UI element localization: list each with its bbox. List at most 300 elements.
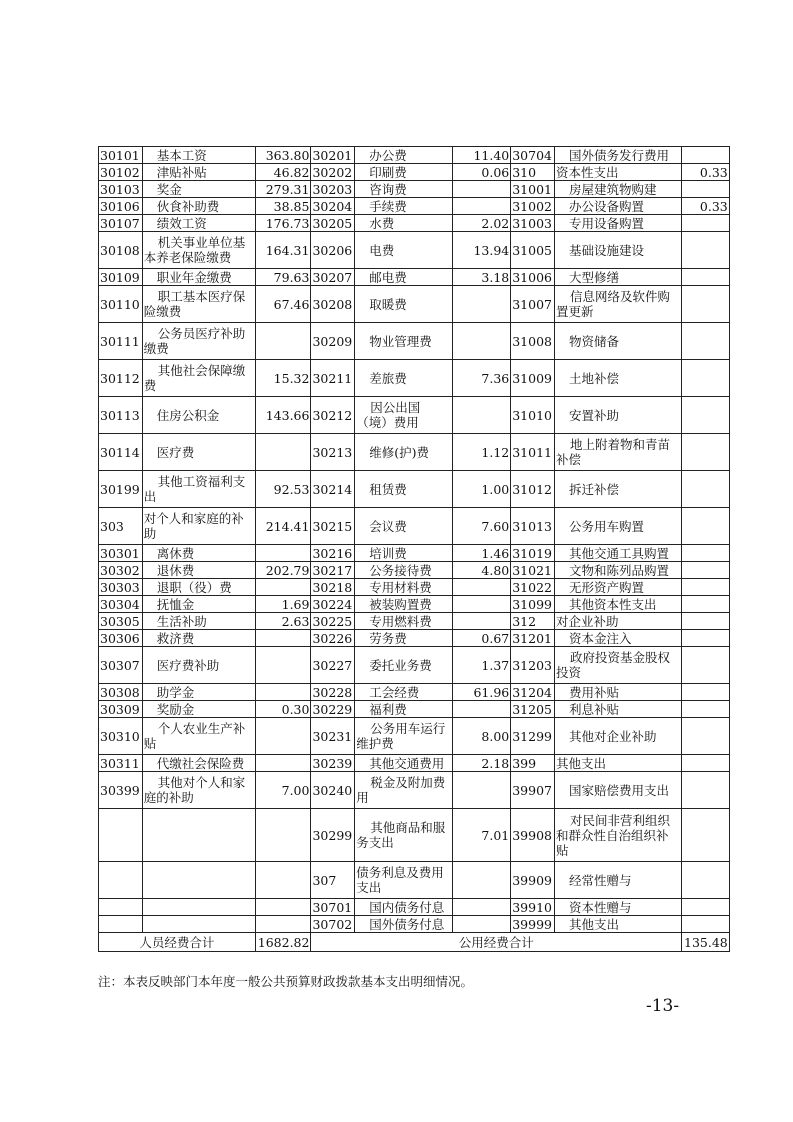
item-code: 30213	[311, 434, 355, 471]
item-code: 30309	[99, 701, 143, 718]
item-code: 30202	[311, 164, 355, 181]
item-code: 30101	[99, 147, 143, 164]
item-name: 维修(护)费	[355, 434, 453, 471]
item-code: 31204	[511, 684, 555, 701]
item-name: 培训费	[355, 545, 453, 562]
item-amount	[682, 718, 730, 755]
item-code: 30103	[99, 181, 143, 198]
item-name: 其他商品和服务支出	[355, 809, 453, 862]
item-code: 31299	[511, 718, 555, 755]
item-name: 邮电费	[355, 269, 453, 286]
item-name: 代缴社会保险费	[142, 755, 255, 772]
item-name: 地上附着物和青苗补偿	[555, 434, 682, 471]
table-row	[99, 397, 730, 434]
table-row	[99, 471, 730, 508]
item-amount	[255, 916, 311, 933]
item-code: 30226	[311, 630, 355, 647]
item-amount: 202.79	[255, 562, 311, 579]
item-name: 其他社会保障缴费	[142, 360, 255, 397]
item-amount: 2.02	[453, 215, 511, 232]
item-code: 30214	[311, 471, 355, 508]
table-row	[99, 323, 730, 360]
page-number: -13-	[646, 996, 680, 1016]
item-code: 31021	[511, 562, 555, 579]
item-amount	[682, 647, 730, 684]
item-code: 30112	[99, 360, 143, 397]
table-row	[99, 198, 730, 215]
item-code: 312	[511, 613, 555, 630]
item-name	[142, 916, 255, 933]
item-code: 31019	[511, 545, 555, 562]
item-amount: 0.33	[682, 198, 730, 215]
table-row	[99, 545, 730, 562]
table-row	[99, 718, 730, 755]
item-code: 30310	[99, 718, 143, 755]
item-code: 39908	[511, 809, 555, 862]
item-amount	[682, 755, 730, 772]
item-amount: 8.00	[453, 718, 511, 755]
item-code: 31201	[511, 630, 555, 647]
item-code: 30229	[311, 701, 355, 718]
item-name: 劳务费	[355, 630, 453, 647]
item-code: 307	[311, 862, 355, 899]
item-code: 30113	[99, 397, 143, 434]
item-code: 30207	[311, 269, 355, 286]
item-name: 福利费	[355, 701, 453, 718]
item-code: 31099	[511, 596, 555, 613]
item-name: 对个人和家庭的补助	[142, 508, 255, 545]
item-name: 退职（役）费	[142, 579, 255, 596]
item-name: 税金及附加费用	[355, 772, 453, 809]
item-amount: 2.63	[255, 613, 311, 630]
item-name: 其他对企业补助	[555, 718, 682, 755]
item-name: 基本工资	[142, 147, 255, 164]
item-code: 31005	[511, 232, 555, 269]
item-name: 租赁费	[355, 471, 453, 508]
table-row	[99, 916, 730, 933]
item-code: 30240	[311, 772, 355, 809]
item-code: 31008	[511, 323, 555, 360]
item-name: 电费	[355, 232, 453, 269]
item-amount: 0.67	[453, 630, 511, 647]
item-name: 债务利息及费用支出	[355, 862, 453, 899]
item-name: 咨询费	[355, 181, 453, 198]
item-code: 30227	[311, 647, 355, 684]
item-amount: 15.32	[255, 360, 311, 397]
item-amount	[255, 545, 311, 562]
item-code: 30108	[99, 232, 143, 269]
item-code: 31003	[511, 215, 555, 232]
table-row	[99, 899, 730, 916]
item-name: 取暖费	[355, 286, 453, 323]
item-name: 其他对个人和家庭的补助	[142, 772, 255, 809]
item-code: 31203	[511, 647, 555, 684]
item-code	[99, 916, 143, 933]
item-amount: 61.96	[453, 684, 511, 701]
item-amount: 79.63	[255, 269, 311, 286]
item-amount: 2.18	[453, 755, 511, 772]
item-name: 国外债务发行费用	[555, 147, 682, 164]
table-body	[99, 147, 730, 933]
item-amount	[453, 613, 511, 630]
item-amount	[682, 862, 730, 899]
item-name: 绩效工资	[142, 215, 255, 232]
public-total-label: 公用经费合计	[311, 933, 682, 952]
item-amount	[682, 630, 730, 647]
item-name: 资本性支出	[555, 164, 682, 181]
item-code: 31001	[511, 181, 555, 198]
item-code	[99, 862, 143, 899]
item-code: 30110	[99, 286, 143, 323]
item-amount	[453, 596, 511, 613]
item-code: 30215	[311, 508, 355, 545]
item-code: 30704	[511, 147, 555, 164]
item-code: 30303	[99, 579, 143, 596]
item-amount	[682, 899, 730, 916]
item-amount	[682, 579, 730, 596]
item-amount: 1.37	[453, 647, 511, 684]
item-code: 30305	[99, 613, 143, 630]
item-amount: 0.30	[255, 701, 311, 718]
item-name: 无形资产购置	[555, 579, 682, 596]
item-amount: 164.31	[255, 232, 311, 269]
table-row	[99, 809, 730, 862]
item-code: 30107	[99, 215, 143, 232]
item-code: 30205	[311, 215, 355, 232]
item-code: 399	[511, 755, 555, 772]
item-code: 31007	[511, 286, 555, 323]
item-name: 物业管理费	[355, 323, 453, 360]
item-amount	[682, 508, 730, 545]
item-name	[142, 899, 255, 916]
item-amount	[453, 397, 511, 434]
item-code: 31022	[511, 579, 555, 596]
item-amount	[255, 579, 311, 596]
item-code: 30308	[99, 684, 143, 701]
item-code: 31011	[511, 434, 555, 471]
item-code	[99, 809, 143, 862]
item-name: 国外债务付息	[355, 916, 453, 933]
item-name: 政府投资基金股权投资	[555, 647, 682, 684]
item-name: 拆迁补偿	[555, 471, 682, 508]
item-name	[142, 862, 255, 899]
item-name: 公务接待费	[355, 562, 453, 579]
item-name: 个人农业生产补贴	[142, 718, 255, 755]
item-code: 31009	[511, 360, 555, 397]
item-amount	[453, 579, 511, 596]
item-amount: 4.80	[453, 562, 511, 579]
item-name: 职工基本医疗保险缴费	[142, 286, 255, 323]
item-name: 办公费	[355, 147, 453, 164]
item-name: 国家赔偿费用支出	[555, 772, 682, 809]
item-name: 专用材料费	[355, 579, 453, 596]
table-row	[99, 630, 730, 647]
item-amount: 214.41	[255, 508, 311, 545]
item-code: 39909	[511, 862, 555, 899]
item-code: 30203	[311, 181, 355, 198]
item-name: 奖励金	[142, 701, 255, 718]
table-row	[99, 684, 730, 701]
item-name: 费用补贴	[555, 684, 682, 701]
item-code: 39999	[511, 916, 555, 933]
table-row	[99, 232, 730, 269]
item-name: 手续费	[355, 198, 453, 215]
table-row	[99, 269, 730, 286]
item-code: 30225	[311, 613, 355, 630]
table-row	[99, 508, 730, 545]
item-code: 30217	[311, 562, 355, 579]
item-amount	[255, 809, 311, 862]
item-code: 30199	[99, 471, 143, 508]
item-amount: 363.80	[255, 147, 311, 164]
item-code: 30206	[311, 232, 355, 269]
table-row	[99, 147, 730, 164]
item-amount: 1.69	[255, 596, 311, 613]
public-total-value: 135.48	[682, 933, 730, 952]
item-code: 30299	[311, 809, 355, 862]
item-code: 310	[511, 164, 555, 181]
item-code: 30231	[311, 718, 355, 755]
item-name: 会议费	[355, 508, 453, 545]
item-code: 30306	[99, 630, 143, 647]
item-amount: 1.00	[453, 471, 511, 508]
item-name: 职业年金缴费	[142, 269, 255, 286]
item-amount: 7.00	[255, 772, 311, 809]
table-row	[99, 701, 730, 718]
item-amount	[453, 916, 511, 933]
item-code	[99, 899, 143, 916]
item-code: 31012	[511, 471, 555, 508]
item-amount: 3.18	[453, 269, 511, 286]
item-name: 公务用车运行维护费	[355, 718, 453, 755]
item-name: 退休费	[142, 562, 255, 579]
item-name: 其他交通工具购置	[555, 545, 682, 562]
item-amount	[453, 862, 511, 899]
item-amount	[682, 397, 730, 434]
item-code: 30111	[99, 323, 143, 360]
item-code: 30102	[99, 164, 143, 181]
table-row	[99, 286, 730, 323]
item-amount	[255, 630, 311, 647]
item-amount	[255, 323, 311, 360]
item-name: 其他支出	[555, 916, 682, 933]
item-name: 公务用车购置	[555, 508, 682, 545]
table-row	[99, 215, 730, 232]
item-name: 委托业务费	[355, 647, 453, 684]
item-name: 工会经费	[355, 684, 453, 701]
item-amount	[255, 718, 311, 755]
item-amount	[682, 684, 730, 701]
item-name: 离休费	[142, 545, 255, 562]
item-code: 31205	[511, 701, 555, 718]
item-name: 专用燃料费	[355, 613, 453, 630]
item-amount: 7.36	[453, 360, 511, 397]
item-amount	[682, 545, 730, 562]
item-name: 其他支出	[555, 755, 682, 772]
item-name: 利息补贴	[555, 701, 682, 718]
item-amount: 1.12	[453, 434, 511, 471]
table-row	[99, 647, 730, 684]
item-name: 对企业补助	[555, 613, 682, 630]
item-name: 安置补助	[555, 397, 682, 434]
item-code: 30224	[311, 596, 355, 613]
item-amount	[255, 899, 311, 916]
item-code: 30228	[311, 684, 355, 701]
item-amount	[682, 562, 730, 579]
item-amount: 92.53	[255, 471, 311, 508]
item-amount	[453, 899, 511, 916]
item-name: 专用设备购置	[555, 215, 682, 232]
item-name: 对民间非营利组织和群众性自治组织补贴	[555, 809, 682, 862]
item-amount: 11.40	[453, 147, 511, 164]
table-row	[99, 613, 730, 630]
item-name: 基础设施建设	[555, 232, 682, 269]
item-amount: 13.94	[453, 232, 511, 269]
item-amount: 46.82	[255, 164, 311, 181]
item-amount	[255, 434, 311, 471]
item-code: 30106	[99, 198, 143, 215]
item-amount	[682, 360, 730, 397]
item-amount	[682, 772, 730, 809]
table-row	[99, 562, 730, 579]
table-row	[99, 755, 730, 772]
item-name: 奖金	[142, 181, 255, 198]
item-amount	[682, 181, 730, 198]
item-amount	[682, 286, 730, 323]
item-amount	[255, 684, 311, 701]
item-amount	[682, 232, 730, 269]
item-code: 31010	[511, 397, 555, 434]
item-amount	[453, 181, 511, 198]
item-name: 住房公积金	[142, 397, 255, 434]
item-amount	[682, 471, 730, 508]
item-code: 30211	[311, 360, 355, 397]
item-name: 救济费	[142, 630, 255, 647]
item-name: 大型修缮	[555, 269, 682, 286]
item-amount: 279.31	[255, 181, 311, 198]
personnel-total-value: 1682.82	[255, 933, 311, 952]
item-name: 资本性赠与	[555, 899, 682, 916]
item-amount	[682, 613, 730, 630]
item-code: 30399	[99, 772, 143, 809]
item-code: 39907	[511, 772, 555, 809]
item-name: 土地补偿	[555, 360, 682, 397]
item-name: 医疗费	[142, 434, 255, 471]
item-amount: 1.46	[453, 545, 511, 562]
item-amount: 38.85	[255, 198, 311, 215]
item-name: 助学金	[142, 684, 255, 701]
item-amount	[682, 701, 730, 718]
item-amount: 7.60	[453, 508, 511, 545]
item-name: 生活补助	[142, 613, 255, 630]
item-code: 30109	[99, 269, 143, 286]
item-name: 因公出国（境）费用	[355, 397, 453, 434]
item-code: 303	[99, 508, 143, 545]
item-amount: 0.06	[453, 164, 511, 181]
item-name: 抚恤金	[142, 596, 255, 613]
item-amount	[682, 147, 730, 164]
item-amount	[682, 809, 730, 862]
item-name: 办公设备购置	[555, 198, 682, 215]
item-name: 公务员医疗补助缴费	[142, 323, 255, 360]
item-amount	[453, 198, 511, 215]
item-code: 30301	[99, 545, 143, 562]
table-row	[99, 434, 730, 471]
item-name: 津贴补贴	[142, 164, 255, 181]
item-amount	[255, 755, 311, 772]
item-amount: 176.73	[255, 215, 311, 232]
totals-row	[99, 933, 730, 952]
item-name: 机关事业单位基本养老保险缴费	[142, 232, 255, 269]
table-row	[99, 862, 730, 899]
item-amount: 67.46	[255, 286, 311, 323]
table-row	[99, 164, 730, 181]
item-name: 经常性赠与	[555, 862, 682, 899]
item-amount: 143.66	[255, 397, 311, 434]
item-name: 伙食补助费	[142, 198, 255, 215]
item-code: 30702	[311, 916, 355, 933]
item-code: 30204	[311, 198, 355, 215]
item-code: 30209	[311, 323, 355, 360]
table-note: 注：本表反映部门本年度一般公共预算财政拨款基本支出明细情况。	[98, 974, 474, 989]
item-name: 其他工资福利支出	[142, 471, 255, 508]
table-row	[99, 360, 730, 397]
item-amount	[682, 215, 730, 232]
item-name: 印刷费	[355, 164, 453, 181]
expenditure-detail-table	[98, 146, 730, 952]
item-name: 水费	[355, 215, 453, 232]
item-name: 文物和陈列品购置	[555, 562, 682, 579]
item-name	[142, 809, 255, 862]
item-amount	[453, 701, 511, 718]
item-name: 房屋建筑物购建	[555, 181, 682, 198]
item-amount	[682, 916, 730, 933]
item-name: 医疗费补助	[142, 647, 255, 684]
item-code: 30302	[99, 562, 143, 579]
table-row	[99, 579, 730, 596]
item-code: 30218	[311, 579, 355, 596]
item-name: 被装购置费	[355, 596, 453, 613]
item-code: 30216	[311, 545, 355, 562]
table-row	[99, 772, 730, 809]
item-code: 31002	[511, 198, 555, 215]
item-name: 资本金注入	[555, 630, 682, 647]
item-name: 其他交通费用	[355, 755, 453, 772]
item-code: 30208	[311, 286, 355, 323]
table-row	[99, 181, 730, 198]
item-amount	[453, 323, 511, 360]
item-code: 30201	[311, 147, 355, 164]
item-amount	[453, 772, 511, 809]
personnel-total-label: 人员经费合计	[99, 933, 256, 952]
item-amount	[255, 862, 311, 899]
item-amount	[255, 647, 311, 684]
item-amount	[682, 323, 730, 360]
item-code: 31006	[511, 269, 555, 286]
item-code: 30307	[99, 647, 143, 684]
item-code: 31013	[511, 508, 555, 545]
item-amount	[453, 286, 511, 323]
item-code: 30212	[311, 397, 355, 434]
item-amount	[682, 269, 730, 286]
item-code: 30311	[99, 755, 143, 772]
item-code: 30114	[99, 434, 143, 471]
item-amount	[682, 596, 730, 613]
item-name: 差旅费	[355, 360, 453, 397]
item-amount: 7.01	[453, 809, 511, 862]
item-name: 信息网络及软件购置更新	[555, 286, 682, 323]
table-row	[99, 596, 730, 613]
